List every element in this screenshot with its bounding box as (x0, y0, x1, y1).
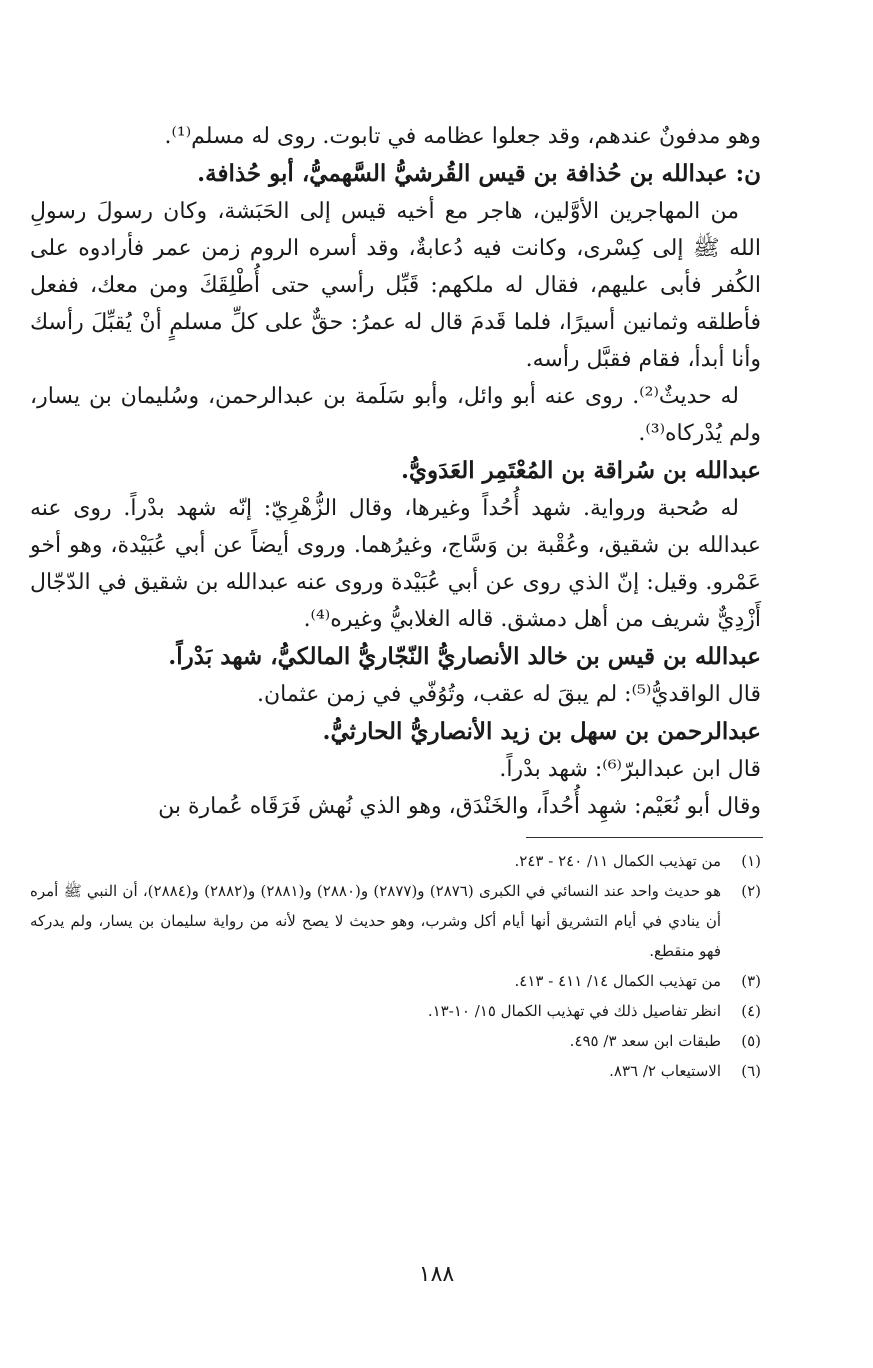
entry-heading: عبدالرحمن بن سهل بن زيد الأنصاريُّ الحارثيُّ. (322, 718, 761, 745)
entry-heading: عبدالله بن قيس بن خالد الأنصاريُّ النّجّاريُّ المالكيُّ، شهد بَدْراً. (168, 643, 761, 670)
footnote-text: هو حديث واحد عند النسائي في الكبرى (٢٨٧٦) و(٢٨٧٧) و(٢٨٨٠) و(٢٨٨١) و(٢٨٨٢) و(٢٨٨٤)، أن النبي ﷺ أمره أن ينادي في أيام التشريق أنها أيام أكل وشرب، وهو حديث لا يصح لأنه من رواية سليمان بن يسار، ولم يدركه فهو منقطع. (30, 882, 722, 960)
footnote-number: (٦) (741, 1062, 761, 1080)
footnote-text: طبقات ابن سعد ٣/ ٤٩٥. (569, 1032, 721, 1050)
entry-heading: ن: عبدالله بن حُذافة بن قيس القُرشيُّ السَّهميُّ، أبو حُذافة. (197, 160, 761, 187)
page-number: ١٨٨ (418, 1262, 455, 1287)
entry-heading: عبدالله بن سُراقة بن المُعْتَمِر العَدَويُّ. (400, 457, 761, 484)
footnote-item (30, 1056, 761, 1086)
main-text (30, 118, 761, 825)
paragraph: له صُحبة ورواية. شهد أُحُداً وغيرها، وقال الزُّهْرِيّ: إنّه شهد بدْراً. روى عنه عبدالله بن شقيق، وعُقْبة بن وَسَّاج، وغيرُهما. وروى أيضاً عن أبي عُبَيْدة، وهو أخو عَمْرو. وقيل: إنّ الذي روى عن أبي عُبَيْدة وروى عنه عبدالله بن شقيق في الدّجّال أَزْدِيٌّ شريف من أهل دمشق. قاله الغلابيُّ وغيره⁽⁴⁾. (30, 496, 761, 632)
footnote-item (30, 876, 761, 966)
footnote-number: (٣) (741, 972, 761, 990)
paragraph: قال الواقديُّ⁽⁵⁾: لم يبقَ له عقب، وتُوُفّي في زمن عثمان. (257, 682, 761, 707)
footnote-item (30, 966, 761, 996)
footnote-item (30, 1026, 761, 1056)
footnotes (30, 846, 761, 1086)
footnote-text: من تهذيب الكمال ١١/ ٢٤٠ - ٢٤٣. (514, 852, 721, 870)
footnote-divider (526, 837, 763, 838)
footnote-text: الاستيعاب ٢/ ٨٣٦. (609, 1062, 721, 1080)
footnote-item (30, 996, 761, 1026)
paragraph: قال ابن عبدالبرّ⁽⁶⁾: شهد بدْراً. (499, 757, 761, 782)
footnote-number: (١) (741, 852, 761, 870)
paragraph: وقال أبو نُعَيْم: شهِد أُحُداً، والخَنْدَق، وهو الذي نُهش فَرَقَاه عُمارة بن (158, 794, 761, 819)
footnote-item (30, 846, 761, 876)
footnote-number: (٥) (741, 1032, 761, 1050)
footnote-text: انظر تفاصيل ذلك في تهذيب الكمال ١٥/ ١٠-١٣. (427, 1002, 721, 1020)
paragraph: من المهاجرين الأوَّلين، هاجر مع أخيه قيس إلى الحَبَشة، وكان رسولَ رسولِ الله ﷺ إلى كِسْرى، وكانت فيه دُعابةٌ، وقد أسره الروم زمن عمر فأرادوه على الكُفر فأبى عليهم، فقال له ملكهم: قَبِّل رأسي حتى أُطْلِقَكَ ومن معك، ففعل فأطلقه وثمانين أسيرًا، فلما قَدمَ قال له عمرُ: حقٌّ على كلِّ مسلمٍ أنْ يُقبِّلَ رأسك وأنا أبدأ، فقام فقبَّل رأسه. (30, 199, 761, 372)
footnote-number: (٤) (741, 1002, 761, 1020)
footnote-text: من تهذيب الكمال ١٤/ ٤١١ - ٤١٣. (514, 972, 721, 990)
paragraph: له حديثٌ⁽²⁾. روى عنه أبو وائل، وأبو سَلَمة بن عبدالرحمن، وسُليمان بن يسار، ولم يُدْركاه⁽³⁾. (30, 384, 761, 446)
footnote-number: (٢) (741, 882, 761, 900)
paragraph: وهو مدفونٌ عندهم، وقد جعلوا عظامه في تابوت. روى له مسلم⁽¹⁾. (164, 124, 761, 149)
